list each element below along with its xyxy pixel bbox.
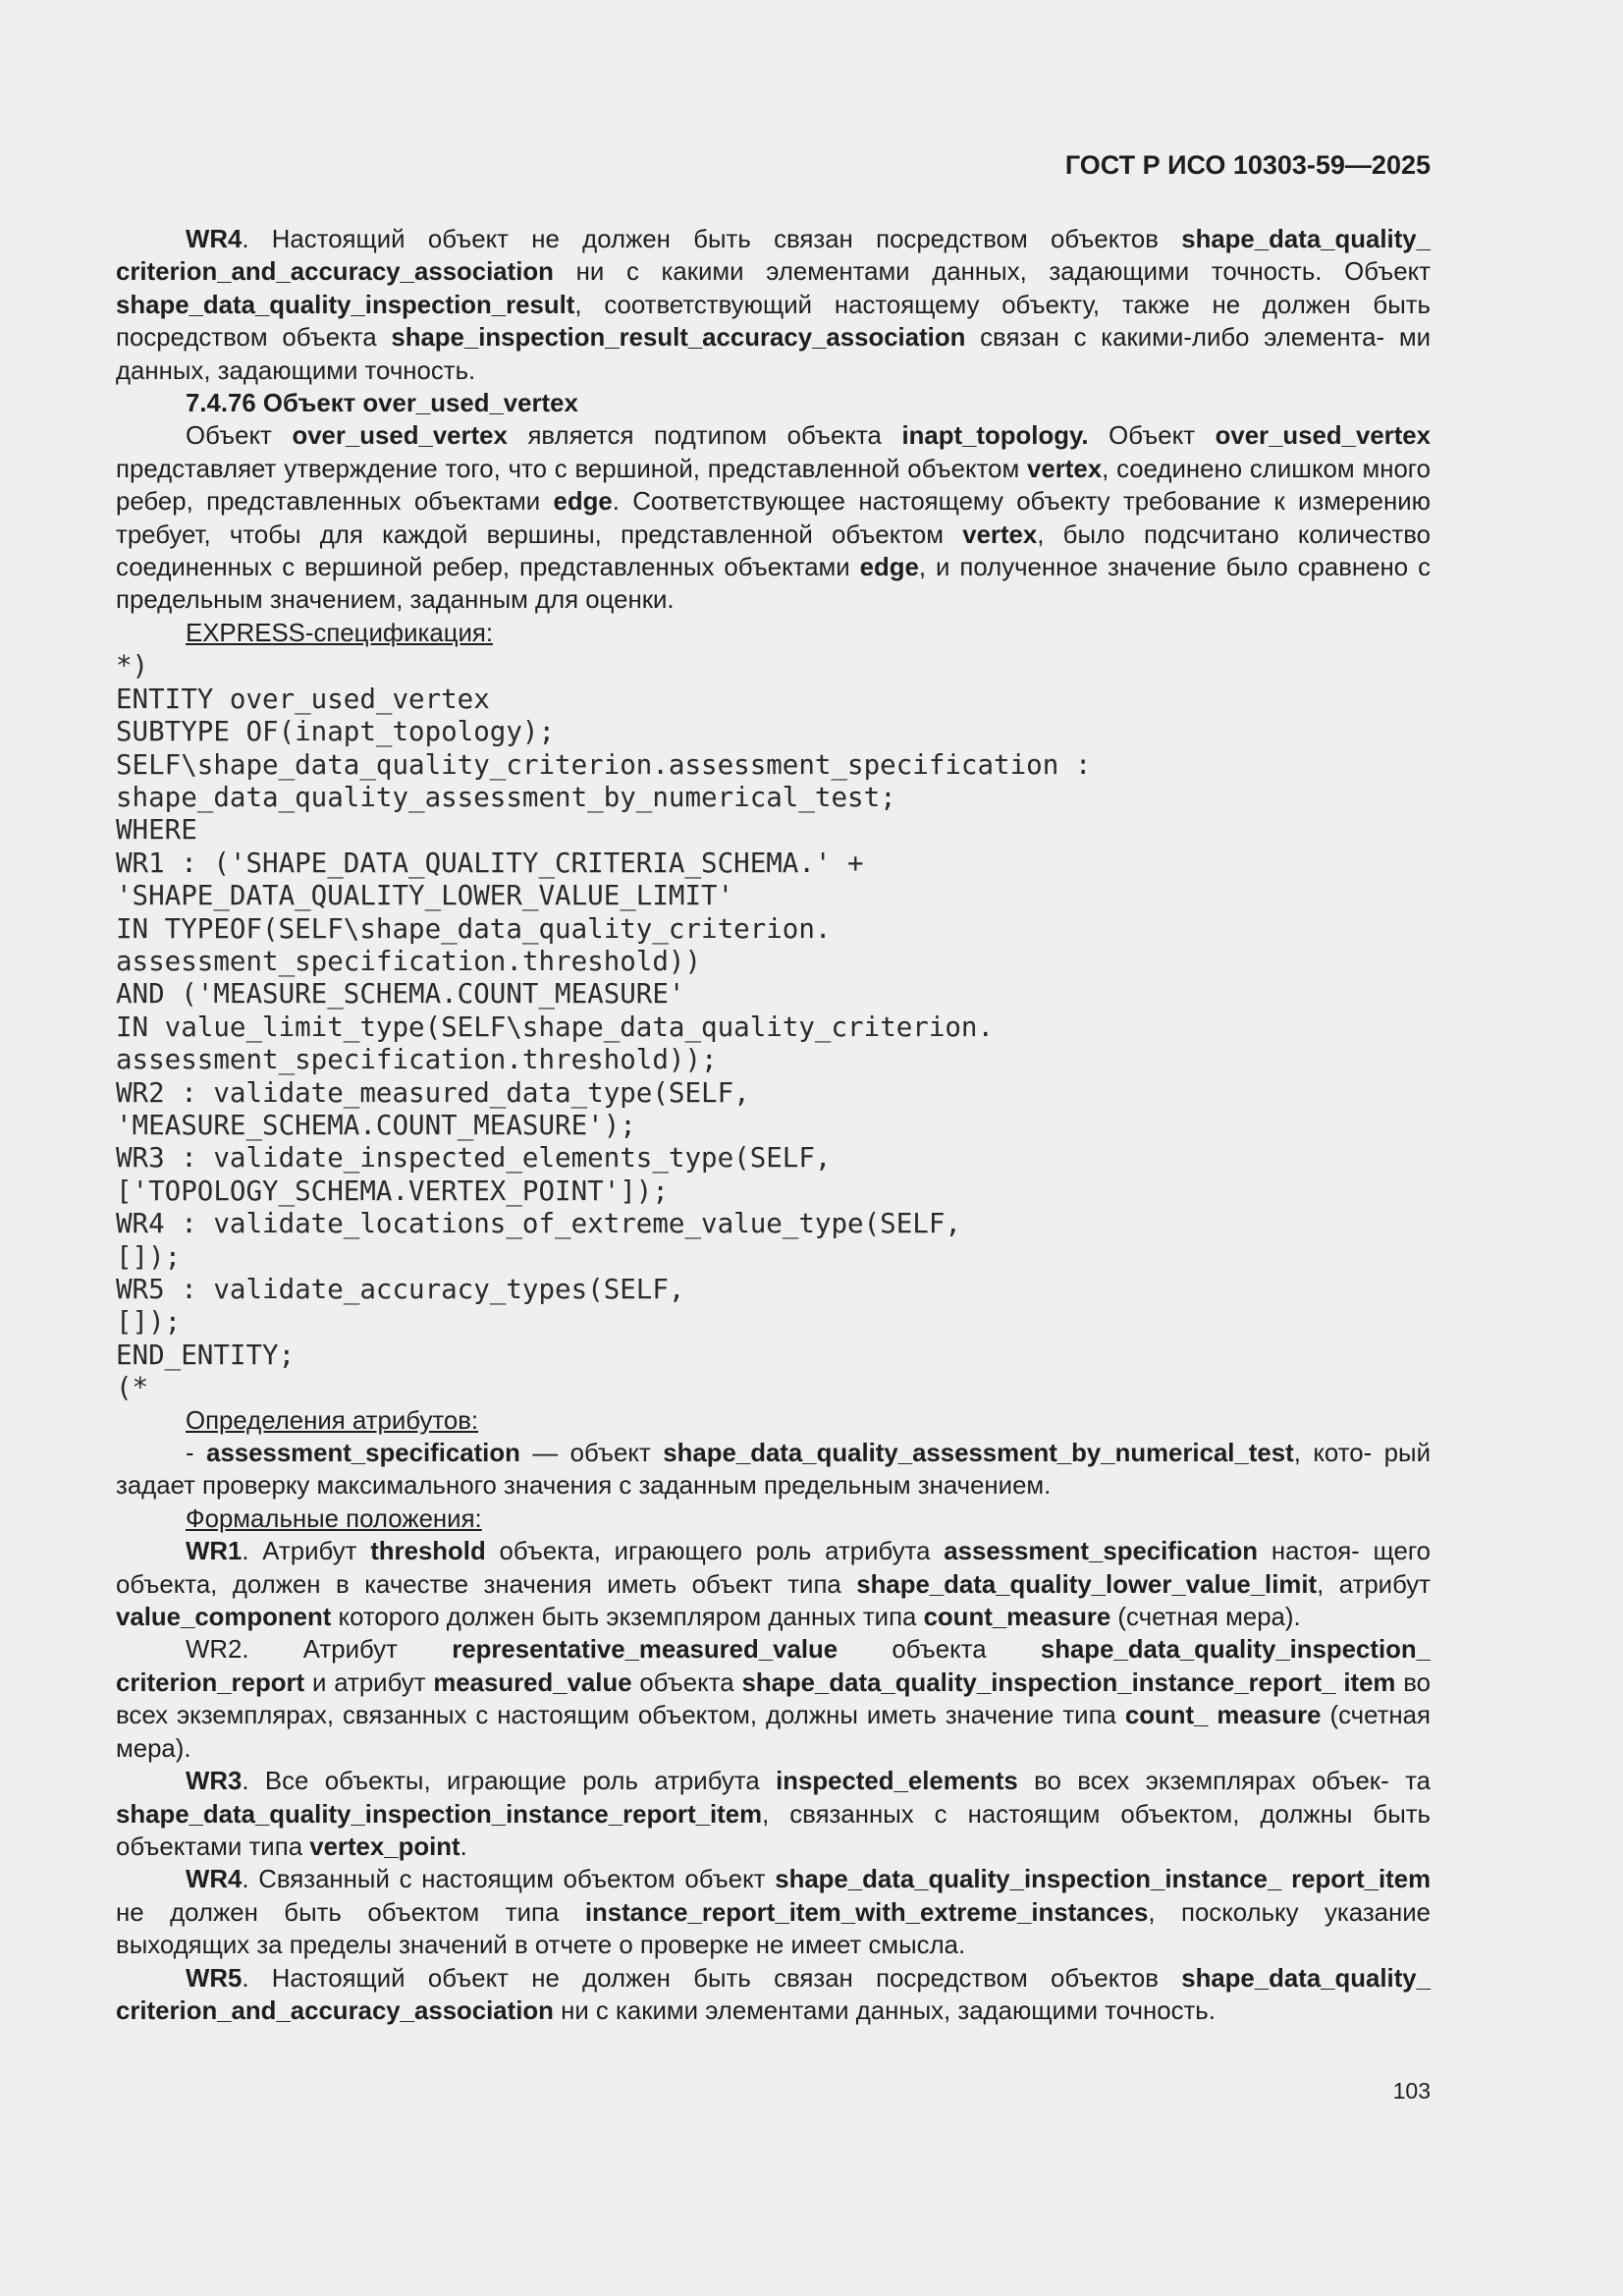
bold-term: shape_data_quality_ criterion_and_accuracy_association (116, 226, 1431, 287)
text-run: , соединено слишком много ребер, представленных объектами (116, 455, 1431, 517)
text-run: является подтипом объекта (507, 422, 902, 451)
text-run: , атрибут (1317, 1570, 1432, 1599)
bold-term: measured_value (433, 1668, 632, 1697)
bold-term: shape_inspection_result_accuracy_association (391, 324, 966, 353)
code-line: IN TYPEOF(SELF\shape_data_quality_criterion. (116, 912, 832, 945)
formal-rule-wr1 (116, 1536, 1431, 1634)
text-run: во всех экземплярах, связанных с настоящим объектом, должны иметь значение типа (116, 1668, 1431, 1730)
code-line: WR1 : ('SHAPE_DATA_QUALITY_CRITERIA_SCHEMA.' + (116, 847, 864, 879)
bold-term: inapt_topology. (901, 422, 1089, 451)
text-run: и атрибут (304, 1668, 434, 1697)
text-run: , соответствующий настоящему объекту, также не должен быть посредством объекта (116, 291, 1431, 353)
code-line: assessment_specification.threshold)) (116, 945, 702, 977)
code-line: WR5 : validate_accuracy_types(SELF, (116, 1274, 685, 1305)
text-run: во всех экземплярах объек- та (1017, 1768, 1431, 1796)
text-run: — объект (519, 1440, 664, 1468)
text-run: . Настоящий объект не должен быть связан посредством объектов (242, 1964, 1182, 1993)
bold-term: WR3 (186, 1768, 243, 1796)
text-run: настоя- щего объекта, должен в качестве значения иметь объект типа (116, 1538, 1432, 1599)
code-line: []); (116, 1240, 182, 1273)
bold-term: over_used_vertex (292, 422, 508, 451)
code-line: WR3 : validate_inspected_elements_type(SELF, (116, 1142, 832, 1175)
bold-term: WR5 (186, 1964, 243, 1993)
code-line: ['TOPOLOGY_SCHEMA.VERTEX_POINT']); (116, 1175, 669, 1207)
bold-term: shape_data_quality_inspection_instance_report_ item (741, 1668, 1396, 1697)
text-run: не должен быть объектом типа (116, 1898, 585, 1927)
text-run: (счетная мера). (1110, 1604, 1301, 1632)
code-line: WR2 : validate_measured_data_type(SELF, (116, 1076, 750, 1109)
code-line: 'MEASURE_SCHEMA.COUNT_MEASURE'); (116, 1109, 636, 1141)
bold-term: inspected_elements (776, 1768, 1018, 1796)
attributes-label (116, 1405, 1431, 1438)
code-line: *) (116, 650, 149, 683)
code-line: []); (116, 1306, 182, 1339)
section-heading-text: 7.4.76 Объект over_used_vertex (186, 390, 578, 418)
text-run: . Атрибут (242, 1538, 371, 1566)
code-line: (* (116, 1372, 149, 1404)
text-run: , поскольку указание выходящих за пределы значений в отчете о проверке не имеет смысла. (116, 1898, 1431, 1960)
text-run: которого должен быть экземпляром данных типа (331, 1604, 924, 1632)
text-run: объекта (631, 1668, 742, 1697)
bold-term: threshold (370, 1538, 486, 1566)
code-line: SELF\shape_data_quality_criterion.assessment_specification : (116, 748, 1092, 781)
section-heading (116, 388, 1431, 420)
formal-rule-wr4 (116, 1864, 1431, 1962)
code-line: WHERE (116, 814, 197, 847)
code-line: AND ('MEASURE_SCHEMA.COUNT_MEASURE' (116, 978, 685, 1011)
text-run: представляет утверждение того, что с вершиной, представленной объектом (116, 455, 1028, 483)
paragraph-definition (116, 420, 1431, 617)
bold-term: shape_data_quality_inspection_ criterion_report (116, 1636, 1431, 1697)
bold-term: edge (859, 554, 919, 582)
formal-rule-wr2 (116, 1634, 1431, 1766)
text-run: . (460, 1832, 467, 1861)
bold-term: count_ measure (1124, 1702, 1322, 1730)
text-run: . Настоящий объект не должен быть связан посредством объектов (242, 226, 1182, 253)
text-run: , связанных с настоящим объектом, должны быть объектами типа (116, 1800, 1431, 1861)
page-number: 103 (1392, 2078, 1431, 2104)
page-content (116, 224, 1431, 2028)
bold-term: shape_data_quality_assessment_by_numerical_test (663, 1440, 1294, 1468)
code-line: ENTITY over_used_vertex (116, 683, 490, 715)
code-line: SUBTYPE OF(inapt_topology); (116, 716, 556, 748)
bold-term: shape_data_quality_lower_value_limit (856, 1570, 1318, 1599)
bold-term: vertex_point (309, 1832, 460, 1861)
text-run: . Связанный с настоящим объектом объект (242, 1866, 776, 1894)
text-run: Объект (1088, 422, 1216, 451)
bold-term: over_used_vertex (1215, 422, 1432, 451)
formal-label-text: Формальные положения: (186, 1504, 482, 1533)
bold-term: shape_data_quality_ criterion_and_accuracy_association (116, 1964, 1431, 2025)
code-line: IN value_limit_type(SELF\shape_data_quality_criterion. (116, 1011, 995, 1043)
text-run: . Все объекты, играющие роль атрибута (242, 1768, 777, 1796)
text-run: (счетная мера). (116, 1702, 1431, 1763)
bold-term: shape_data_quality_inspection_instance_report_item (116, 1800, 763, 1829)
bold-term: edge (553, 488, 613, 517)
formal-rule-wr3 (116, 1766, 1431, 1864)
express-label-text: EXPRESS-спецификация: (186, 619, 494, 647)
bold-term: WR4 (186, 226, 243, 253)
bold-term: shape_data_quality_inspection_result (116, 291, 575, 319)
text-run: . Соответствующее настоящему объекту требование к измерению требует, чтобы для каждой вершины, представленной объектом (116, 488, 1431, 549)
text-run: объекта (838, 1636, 1041, 1665)
text-run: , было подсчитано количество соединенных с вершиной ребер, представленных объектами (116, 520, 1432, 582)
bold-term: WR1 (186, 1538, 243, 1566)
code-line: shape_data_quality_assessment_by_numerical_test; (116, 781, 896, 813)
text-run: , кото- рый задает проверку максимального значения с заданным предельным значением. (116, 1440, 1431, 1501)
text-run: связан с какими-либо элемента- ми данных, задающими точность. (116, 324, 1431, 385)
bold-term: assessment_specification (206, 1440, 520, 1468)
bold-term: vertex (1027, 455, 1103, 483)
code-line: 'SHAPE_DATA_QUALITY_LOWER_VALUE_LIMIT' (116, 880, 734, 912)
text-run: ни с какими элементами данных, задающими точность. Объект (553, 258, 1431, 287)
text-run: , и полученное значение было сравнено с предельным значением, заданным для оценки. (116, 554, 1431, 615)
bold-term: count_measure (923, 1604, 1111, 1632)
text-run: объекта, играющего роль атрибута (485, 1538, 945, 1566)
code-line: assessment_specification.threshold)); (116, 1044, 718, 1076)
formal-rule-wr5 (116, 1963, 1431, 2029)
express-code-block (116, 650, 1431, 1404)
text-run: - (186, 1440, 207, 1468)
text-run: ни с какими элементами данных, задающими точность. (553, 1996, 1216, 2025)
text-run: WR2. Атрибут (186, 1636, 453, 1665)
express-label (116, 618, 1431, 650)
bold-term: shape_data_quality_inspection_instance_ report_item (775, 1866, 1432, 1894)
code-line: END_ENTITY; (116, 1339, 296, 1371)
paragraph-prev-wr4 (116, 224, 1431, 388)
text-run: Объект (186, 422, 293, 451)
bold-term: assessment_specification (944, 1538, 1259, 1566)
bold-term: value_component (116, 1604, 332, 1632)
bold-term: instance_report_item_with_extreme_instances (584, 1898, 1149, 1927)
bold-term: WR4 (186, 1866, 243, 1894)
standard-header: ГОСТ Р ИСО 10303-59—2025 (1064, 150, 1431, 180)
formal-label (116, 1503, 1431, 1536)
bold-term: vertex (962, 520, 1038, 549)
bold-term: representative_measured_value (452, 1636, 839, 1665)
code-line: WR4 : validate_locations_of_extreme_value_type(SELF, (116, 1208, 961, 1240)
attributes-label-text: Определения атрибутов: (186, 1406, 479, 1435)
attribute-definition (116, 1438, 1431, 1503)
